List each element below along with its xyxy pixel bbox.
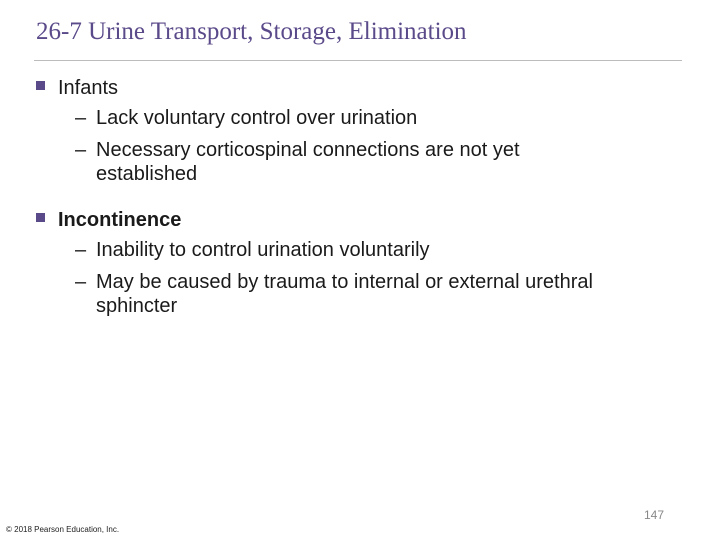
sub-bullet-text: Lack voluntary control over urination (96, 107, 418, 129)
slide-content (36, 74, 676, 318)
dash-bullet-icon: – (75, 107, 87, 129)
dash-bullet-icon: – (75, 239, 87, 261)
square-bullet-icon (36, 213, 45, 222)
sub-bullet-list (58, 106, 676, 186)
sub-bullet-item (58, 106, 676, 130)
bullet-label: Infants (58, 77, 119, 99)
sub-bullet-list (58, 238, 676, 318)
dash-bullet-icon: – (75, 271, 87, 293)
dash-bullet-icon: – (75, 139, 87, 161)
sub-bullet-item (58, 270, 676, 318)
sub-bullet-text: Inability to control urination voluntarily (96, 239, 430, 261)
copyright-footer: © 2018 Pearson Education, Inc. (6, 525, 120, 534)
page-number: 147 (643, 508, 664, 522)
sub-bullet-text: May be caused by trauma to internal or external urethral sphincter (96, 271, 593, 317)
bullet-label: Incontinence (58, 209, 182, 231)
sub-bullet-text: Necessary corticospinal connections are not yet established (96, 139, 520, 185)
bullet-infants (36, 74, 676, 186)
title-divider (34, 60, 682, 61)
slide-title: 26-7 Urine Transport, Storage, Elimination (36, 18, 467, 45)
sub-bullet-item (58, 238, 676, 262)
sub-bullet-item (58, 138, 676, 186)
square-bullet-icon (36, 81, 45, 90)
bullet-incontinence (36, 206, 676, 318)
